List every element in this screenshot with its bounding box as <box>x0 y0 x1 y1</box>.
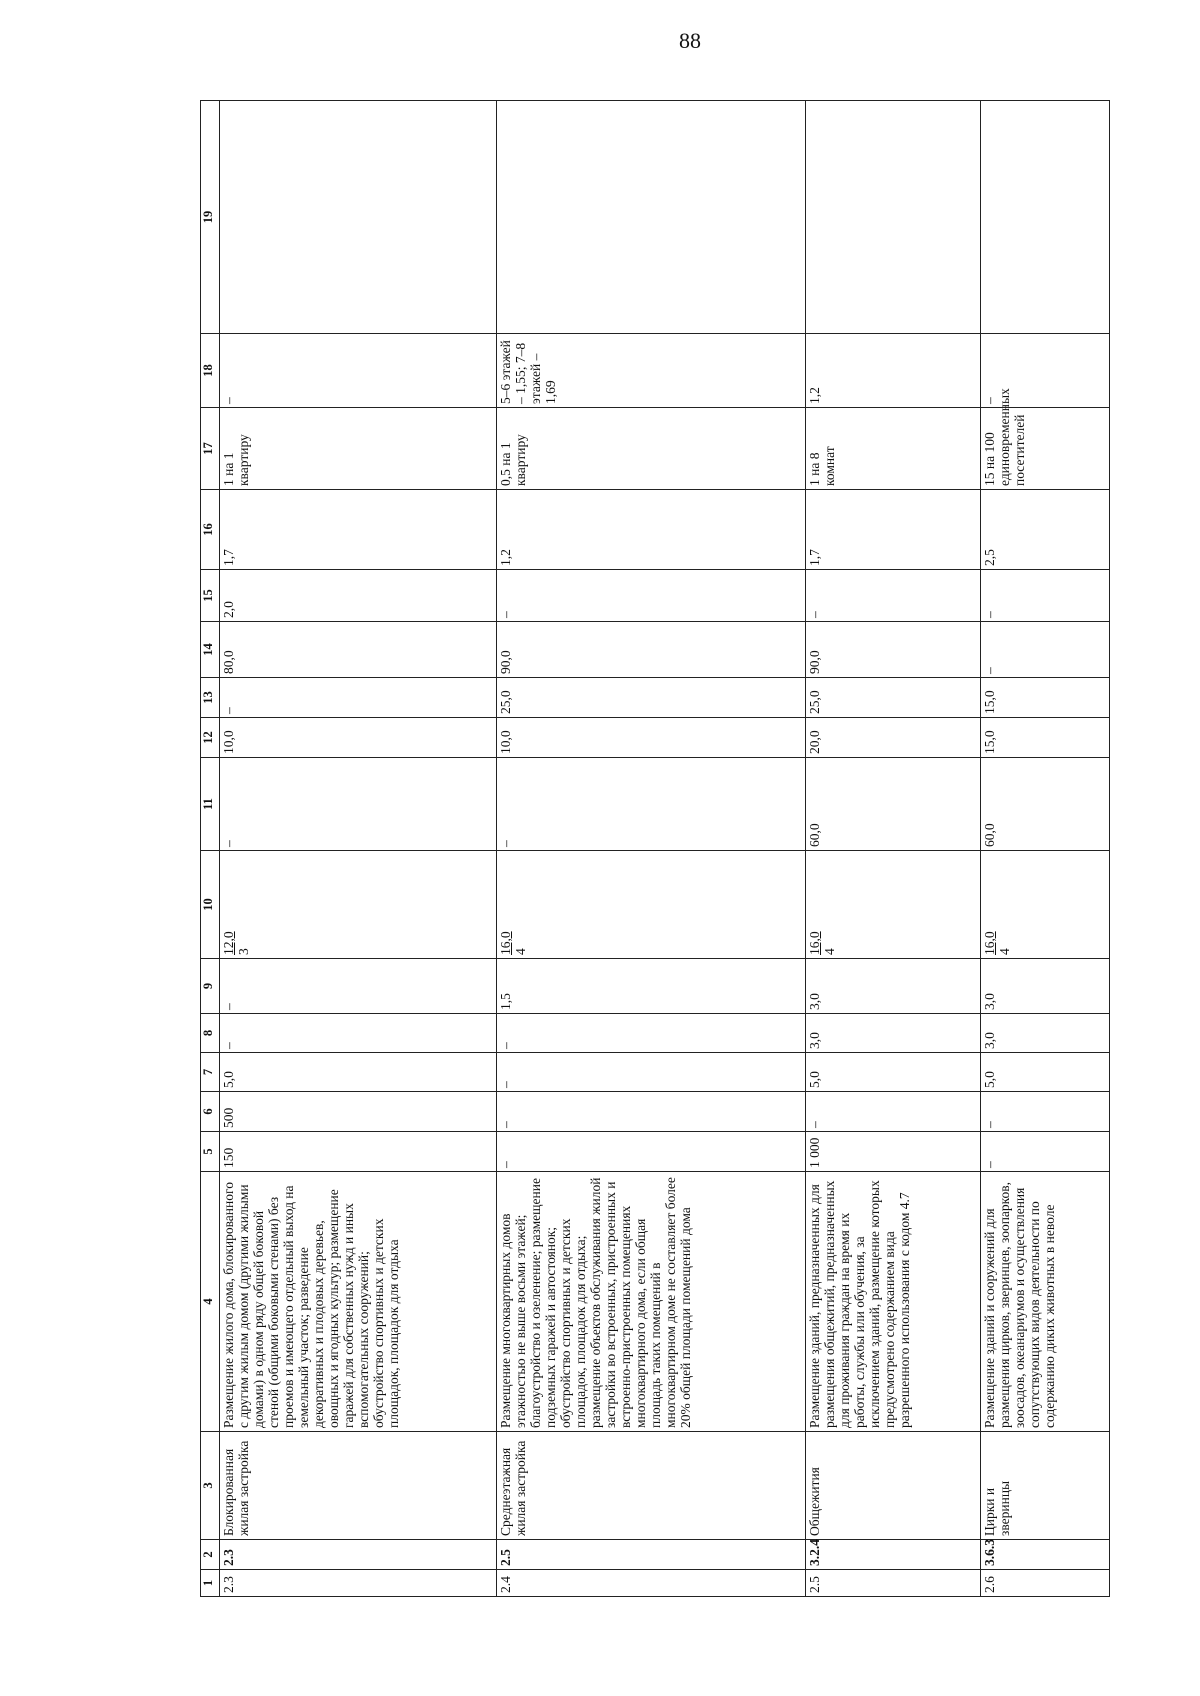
cell-col18: – <box>981 334 1110 408</box>
use-code: 3.6.3 <box>981 1540 1110 1570</box>
cell-col10 <box>806 851 981 959</box>
header-cell: 11 <box>201 758 220 851</box>
cell-col16: 1,2 <box>497 490 806 570</box>
cell-col18: 1,2 <box>806 334 981 408</box>
fraction-denominator: 4 <box>822 948 837 955</box>
cell-col15: – <box>981 570 1110 622</box>
header-cell: 3 <box>201 1432 220 1540</box>
use-name: Среднеэтажная жилая застройка <box>497 1432 806 1540</box>
header-cell: 15 <box>201 570 220 622</box>
cell-col12: 20,0 <box>806 718 981 758</box>
header-cell: 17 <box>201 408 220 490</box>
use-description: Размещение жилого дома, блокированного с другим жилым домом (другими жилыми домами) в одном ряду общей боковой стеной (общими боковыми стенами) без проемов и имеющего отдельный выход на земельный участок; разведение декоративных и плодовых деревьев, овощных и ягодных культур; размещение гаражей для собственных нужд и иных вспомогательных сооружений; обустройство спортивных и детских площадок, площадок для отдыха <box>220 1172 497 1432</box>
cell-col17: 1 на 8 комнат <box>806 408 981 490</box>
fraction-numerator: 16,0 <box>498 931 513 955</box>
cell-col11: 60,0 <box>806 758 981 851</box>
cell-col7: 5,0 <box>981 1053 1110 1092</box>
cell-col7: 5,0 <box>220 1053 497 1092</box>
cell-col15: 2,0 <box>220 570 497 622</box>
cell-col18: – <box>220 334 497 408</box>
cell-col8: – <box>497 1014 806 1053</box>
cell-col12: 15,0 <box>981 718 1110 758</box>
row-number: 2.3 <box>220 1570 497 1597</box>
cell-col12: 10,0 <box>497 718 806 758</box>
cell-col14: – <box>981 622 1110 678</box>
use-description: Размещение многоквартирных домов этажностью не выше восьми этажей; благоустройство и озеленение; размещение подземных гаражей и автостоянок; обустройство спортивных и детских площадок, площадок для отдыха; размещение объектов обслуживания жилой застройки во встроенных, пристроенных и встроенно-пристроенных помещениях многоквартирного дома, если общая площадь таких помещений в многоквартирном доме не составляет более 20% общей площади помещений дома <box>497 1172 806 1432</box>
header-cell: 6 <box>201 1092 220 1132</box>
cell-col5: 150 <box>220 1132 497 1172</box>
use-description: Размещение зданий, предназначенных для размещения общежитий, предназначенных для проживания граждан на время их работы, службы или обучения, за исключением зданий, размещение которых предусмотрено содержанием вида разрешенного использования с кодом 4.7 <box>806 1172 981 1432</box>
use-name: Цирки и зверинцы <box>981 1432 1110 1540</box>
header-cell: 16 <box>201 490 220 570</box>
header-cell: 4 <box>201 1172 220 1432</box>
cell-col9: 3,0 <box>981 959 1110 1014</box>
cell-col5: – <box>981 1132 1110 1172</box>
cell-col16: 1,7 <box>220 490 497 570</box>
use-name: Блокированная жилая застройка <box>220 1432 497 1540</box>
table-row <box>220 101 497 1597</box>
header-cell: 8 <box>201 1014 220 1053</box>
cell-col10 <box>981 851 1110 959</box>
cell-col11: – <box>220 758 497 851</box>
cell-col14: 90,0 <box>497 622 806 678</box>
cell-col17: 0,5 на 1 квартиру <box>497 408 806 490</box>
cell-col16: 1,7 <box>806 490 981 570</box>
cell-col8: – <box>220 1014 497 1053</box>
cell-col8: 3,0 <box>806 1014 981 1053</box>
cell-col8: 3,0 <box>981 1014 1110 1053</box>
cell-col7: 5,0 <box>806 1053 981 1092</box>
cell-col5: 1 000 <box>806 1132 981 1172</box>
table-row <box>981 101 1110 1597</box>
fraction-numerator: 16,0 <box>807 931 822 955</box>
header-cell: 1 <box>201 1570 220 1597</box>
use-code: 2.5 <box>497 1540 806 1570</box>
cell-col10 <box>220 851 497 959</box>
cell-col9: 3,0 <box>806 959 981 1014</box>
fraction-denominator: 3 <box>236 948 251 955</box>
row-number: 2.4 <box>497 1570 806 1597</box>
cell-col19 <box>220 101 497 334</box>
row-number: 2.5 <box>806 1570 981 1597</box>
fraction-denominator: 4 <box>997 948 1012 955</box>
cell-col18: 5–6 этажей – 1,55; 7–8 этажей – 1,69 <box>497 334 806 408</box>
cell-col16: 2,5 <box>981 490 1110 570</box>
use-code: 3.2.4 <box>806 1540 981 1570</box>
cell-col9: 1,5 <box>497 959 806 1014</box>
header-cell: 18 <box>201 334 220 408</box>
fraction-numerator: 16,0 <box>982 931 997 955</box>
cell-col19 <box>497 101 806 334</box>
cell-col12: 10,0 <box>220 718 497 758</box>
header-row <box>201 101 220 1597</box>
cell-col7: – <box>497 1053 806 1092</box>
use-code: 2.3 <box>220 1540 497 1570</box>
header-cell: 2 <box>201 1540 220 1570</box>
rotated-table-wrapper <box>200 101 1110 1597</box>
header-cell: 7 <box>201 1053 220 1092</box>
header-cell: 10 <box>201 851 220 959</box>
cell-col19 <box>806 101 981 334</box>
cell-col13: 25,0 <box>806 678 981 718</box>
header-cell: 19 <box>201 101 220 334</box>
cell-col13: – <box>220 678 497 718</box>
land-use-table <box>200 100 1110 1597</box>
cell-col15: – <box>497 570 806 622</box>
cell-col10 <box>497 851 806 959</box>
cell-col11: 60,0 <box>981 758 1110 851</box>
header-cell: 5 <box>201 1132 220 1172</box>
cell-col9: – <box>220 959 497 1014</box>
table-row <box>806 101 981 1597</box>
fraction-denominator: 4 <box>513 948 528 955</box>
cell-col11: – <box>497 758 806 851</box>
cell-col6: – <box>497 1092 806 1132</box>
use-description: Размещение зданий и сооружений для размещения цирков, зверинцев, зоопарков, зоосадов, океанариумов и осуществления сопутствующих видов деятельности по содержанию диких животных в неволе <box>981 1172 1110 1432</box>
cell-col13: 25,0 <box>497 678 806 718</box>
cell-col6: – <box>806 1092 981 1132</box>
cell-col17: 15 на 100 единовременных посетителей <box>981 408 1110 490</box>
header-cell: 12 <box>201 718 220 758</box>
table-row <box>497 101 806 1597</box>
row-number: 2.6 <box>981 1570 1110 1597</box>
cell-col14: 80,0 <box>220 622 497 678</box>
cell-col17: 1 на 1 квартиру <box>220 408 497 490</box>
cell-col6: 500 <box>220 1092 497 1132</box>
use-name: Общежития <box>806 1432 981 1540</box>
header-cell: 9 <box>201 959 220 1014</box>
cell-col6: – <box>981 1092 1110 1132</box>
cell-col5: – <box>497 1132 806 1172</box>
cell-col19 <box>981 101 1110 334</box>
fraction-numerator: 12,0 <box>221 931 236 955</box>
cell-col13: 15,0 <box>981 678 1110 718</box>
header-cell: 13 <box>201 678 220 718</box>
page-number: 88 <box>679 28 701 53</box>
header-cell: 14 <box>201 622 220 678</box>
cell-col15: – <box>806 570 981 622</box>
cell-col14: 90,0 <box>806 622 981 678</box>
